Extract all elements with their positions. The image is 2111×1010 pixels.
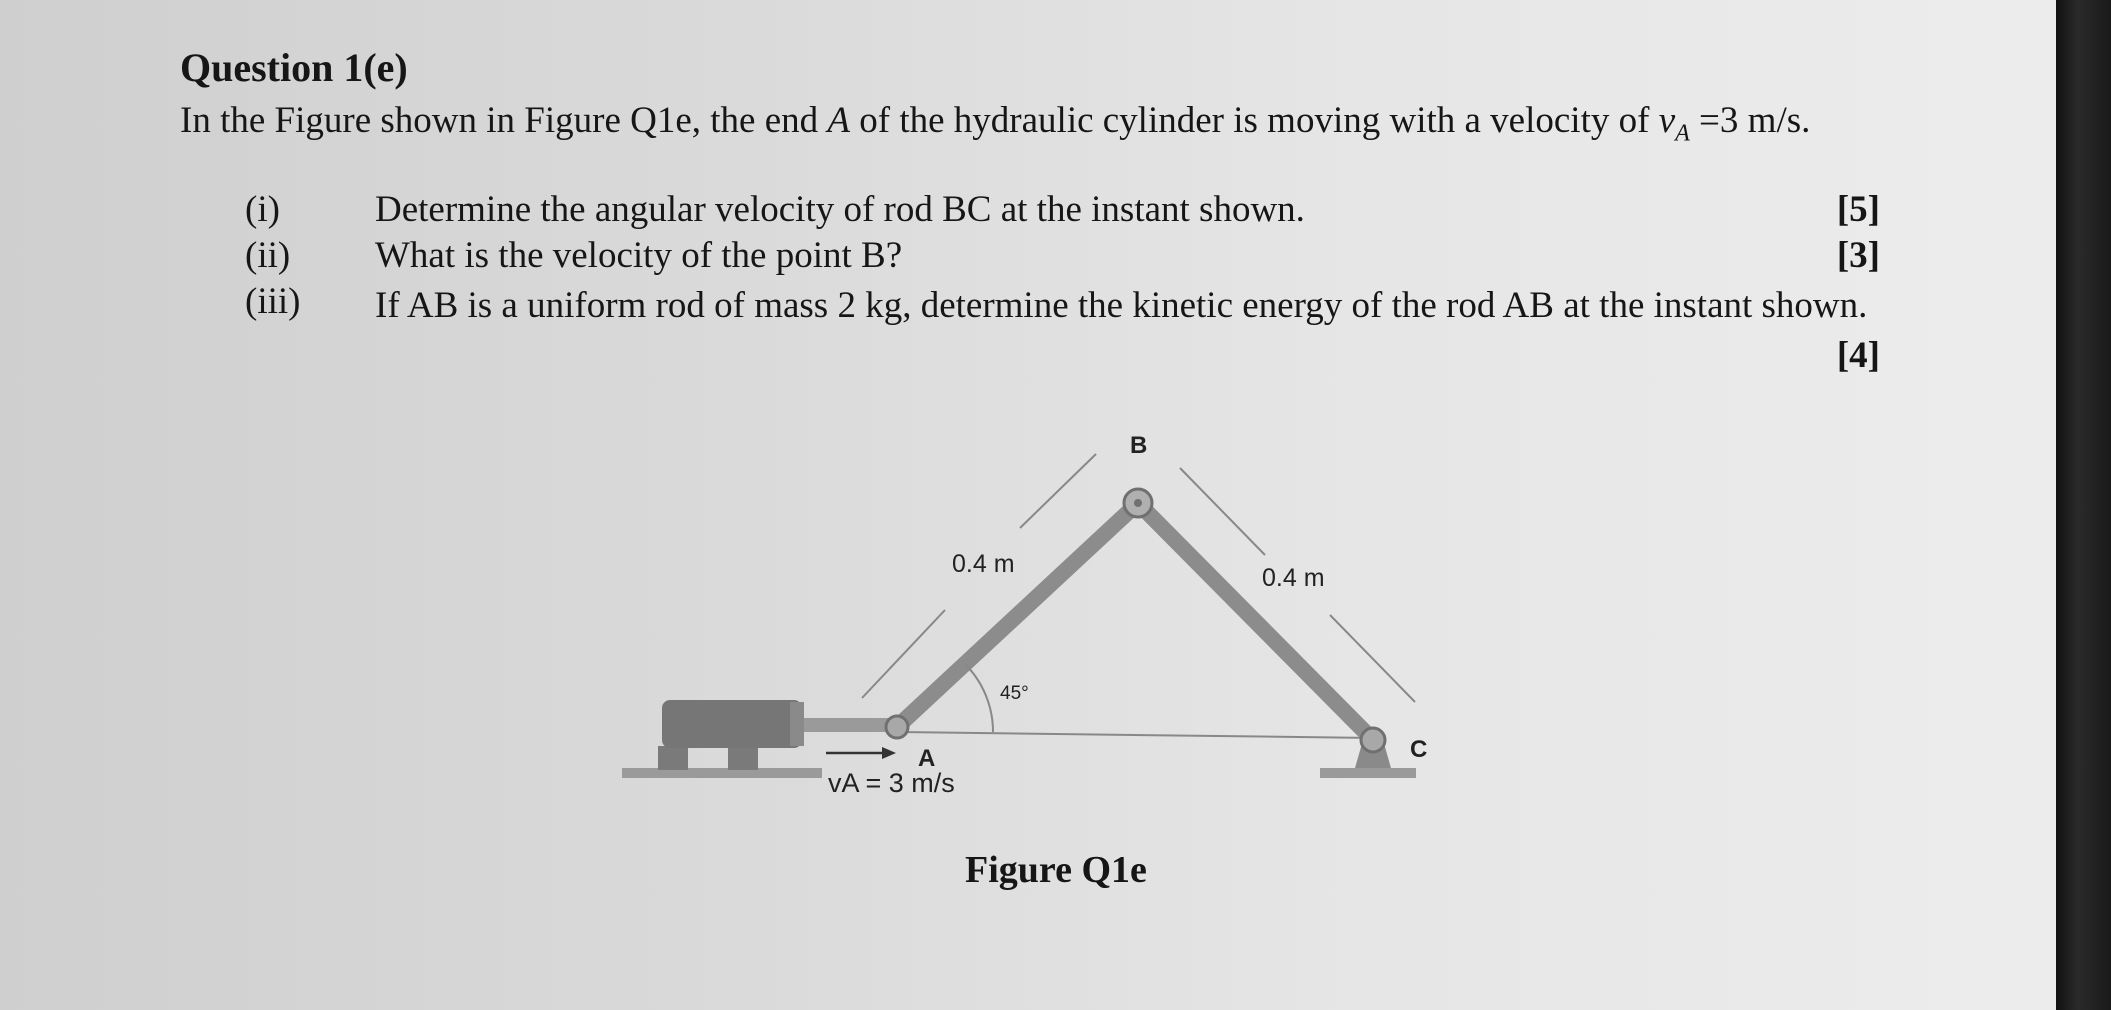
figure-caption: Figure Q1e	[965, 849, 1147, 891]
intro-velocity-subscript: A	[1675, 120, 1690, 147]
velocity-arrow-head	[882, 747, 896, 759]
part-text: If AB is a uniform rod of mass 2 kg, determine the kinetic energy of the rod AB at the instant shown.	[375, 285, 1868, 326]
dark-edge-strip	[2056, 0, 2111, 1010]
question-title: Question 1(e)	[180, 45, 408, 90]
pin-joint-b-center	[1134, 499, 1142, 507]
part-number: (i)	[245, 189, 280, 230]
label-angle: 45°	[1000, 683, 1029, 704]
part-marks: [5]	[1836, 189, 1880, 230]
label-b: B	[1130, 432, 1148, 459]
rod-bc	[1138, 503, 1373, 740]
intro-velocity-symbol: v	[1658, 100, 1676, 141]
pin-joint-a	[886, 716, 908, 738]
part-text: Determine the angular velocity of rod BC at the instant shown.	[375, 189, 1305, 230]
label-bc-length: 0.4 m	[1262, 564, 1325, 592]
ground-hatch-right	[1320, 768, 1416, 778]
pin-joint-c	[1361, 728, 1385, 752]
reference-line	[900, 732, 1375, 738]
cylinder-foot-left	[658, 746, 688, 770]
part-marks: [3]	[1836, 235, 1880, 276]
angle-arc	[965, 664, 993, 732]
dimension-line-bc-upper	[1180, 468, 1265, 555]
part-number: (iii)	[245, 281, 301, 322]
hydraulic-cylinder	[662, 700, 802, 748]
label-ab-length: 0.4 m	[952, 550, 1015, 578]
ground-hatch-left	[622, 768, 822, 778]
part-ii	[180, 234, 1880, 284]
intro-text-2: of the hydraulic cylinder is moving with a velocity of	[850, 100, 1659, 141]
mechanism-figure	[600, 410, 1480, 830]
intro-text-3: =3 m/s.	[1689, 100, 1811, 141]
part-number: (ii)	[245, 235, 291, 276]
intro-point-a: A	[827, 100, 851, 141]
part-marks: [4]	[1836, 335, 1880, 376]
part-i	[180, 188, 1880, 238]
cylinder-end-cap	[790, 702, 804, 746]
part-text: What is the velocity of the point B?	[375, 235, 903, 276]
cylinder-foot-right	[728, 746, 758, 770]
label-c: C	[1410, 736, 1428, 763]
part-iii	[180, 280, 1880, 390]
dimension-line-ab-upper	[1020, 454, 1096, 528]
intro-text-1: In the Figure shown in Figure Q1e, the end	[180, 100, 828, 141]
dimension-line-bc-lower	[1330, 615, 1415, 702]
question-intro	[180, 96, 1900, 158]
label-velocity: vA = 3 m/s	[828, 768, 955, 798]
label-a: A	[918, 745, 936, 772]
